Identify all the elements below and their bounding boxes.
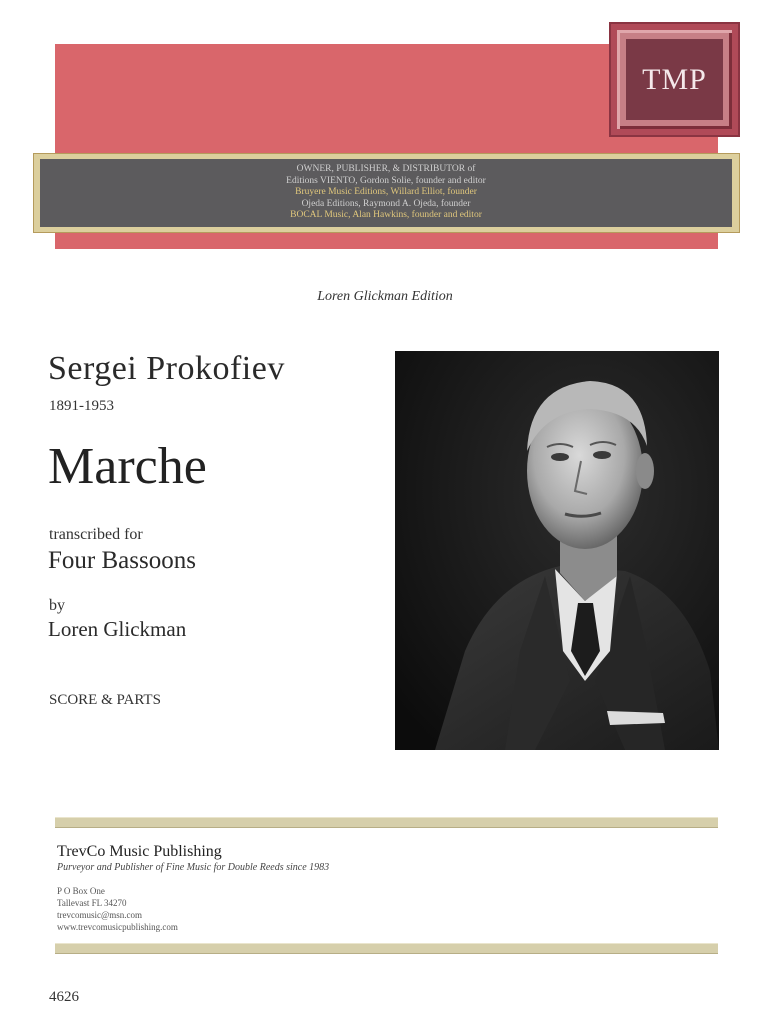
arranger-name: Loren Glickman [48,617,187,641]
info-line-ojeda: Ojeda Editions, Raymond A. Ojeda, founder [301,198,471,209]
info-line-bocal: BOCAL Music, Alan Hawkins, founder and editor [290,210,482,221]
contents-label: SCORE & PARTS [49,692,161,708]
address-line-po-box: P O Box One [57,886,105,896]
tmp-logo [626,39,723,120]
info-line-bruyere: Bruyere Music Editions, Willard Elliot, founder [295,187,477,198]
address-line-city: Tallevast FL 34270 [57,898,127,908]
website-link[interactable]: www.trevcomusicpublishing.com [57,922,178,932]
footer-rule-top [55,817,718,828]
publisher-info-panel [40,159,732,227]
work-title: Marche [48,438,207,495]
instrumentation: Four Bassoons [48,547,196,574]
footer-rule-bottom [55,943,718,954]
info-line-viento: Editions VIENTO, Gordon Solie, founder and editor [286,175,486,186]
logo-text: TMP [642,62,707,96]
info-line-owner: OWNER, PUBLISHER, & DISTRIBUTOR of [296,164,476,175]
composer-dates: 1891-1953 [49,398,114,414]
edition-label: Loren Glickman Edition [317,289,453,304]
email-link[interactable]: trevcomusic@msn.com [57,910,143,920]
portrait-photo-icon [395,351,719,750]
transcribed-for-label: transcribed for [49,526,143,543]
composer-portrait [395,351,719,750]
publisher-tagline: Purveyor and Publisher of Fine Music for Double Reeds since 1983 [57,862,330,873]
publisher-name: TrevCo Music Publishing [57,843,222,860]
by-label: by [49,597,65,614]
composer-name: Sergei Prokofiev [48,350,285,387]
catalog-number: 4626 [49,989,79,1005]
